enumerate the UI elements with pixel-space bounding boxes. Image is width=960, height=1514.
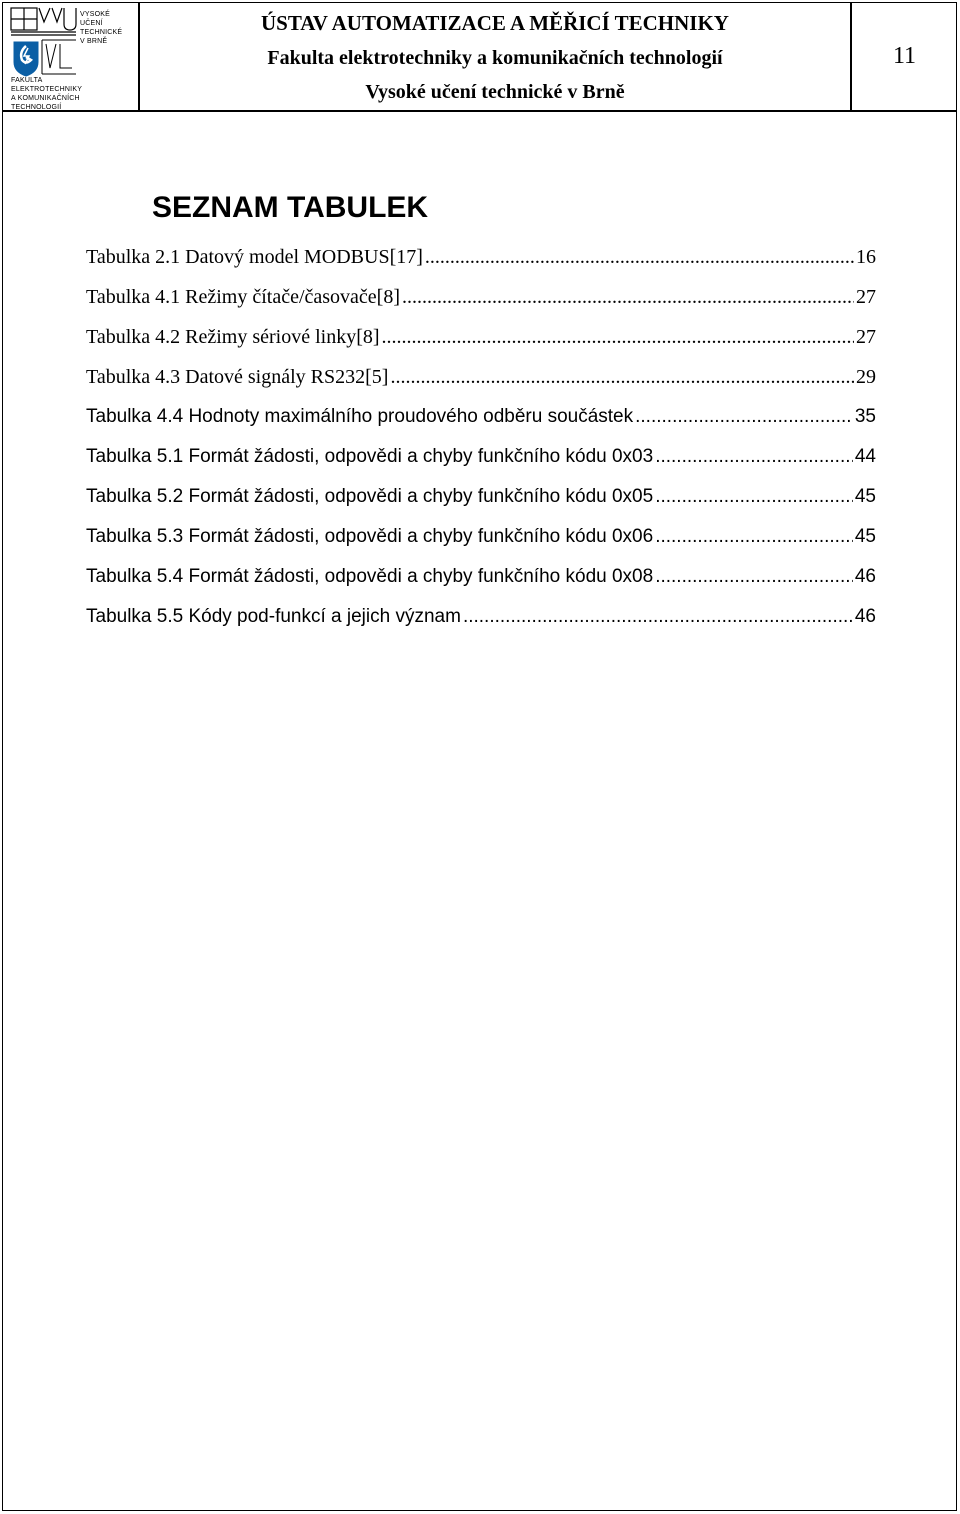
page-frame bbox=[2, 2, 957, 1511]
toc-entry[interactable] bbox=[86, 606, 876, 646]
toc-entry-label: Tabulka 2.1 Datový model MODBUS[17] bbox=[86, 246, 423, 268]
toc-leader-dots bbox=[655, 566, 853, 588]
faculty-logo bbox=[2, 2, 140, 110]
page-number: 11 bbox=[850, 2, 957, 110]
toc-entry-page: 16 bbox=[856, 246, 876, 268]
faculty-name: Fakulta elektrotechniky a komunikačních technologií bbox=[267, 47, 723, 69]
toc-entry-page: 44 bbox=[854, 446, 876, 467]
toc-entry-page: 46 bbox=[854, 566, 876, 587]
toc-entry[interactable] bbox=[86, 446, 876, 486]
toc-entry-label: Tabulka 4.3 Datové signály RS232[5] bbox=[86, 366, 389, 388]
toc-entry-label: Tabulka 5.1 Formát žádosti, odpovědi a chyby funkčního kódu 0x03 bbox=[86, 446, 654, 467]
toc-entry[interactable] bbox=[86, 286, 876, 326]
toc-entry-label: Tabulka 5.3 Formát žádosti, odpovědi a chyby funkčního kódu 0x06 bbox=[86, 526, 654, 547]
university-name: Vysoké učení technické v Brně bbox=[365, 81, 625, 103]
page-title: SEZNAM TABULEK bbox=[152, 191, 429, 224]
logo-text-top-2: UČENÍ bbox=[80, 20, 103, 27]
toc-entry[interactable] bbox=[86, 246, 876, 286]
logo-text-top-1: VYSOKÉ bbox=[80, 11, 110, 18]
toc-entry-label: Tabulka 4.4 Hodnoty maximálního proudového odběru součástek bbox=[86, 406, 634, 427]
toc-entry-page: 46 bbox=[854, 606, 876, 627]
toc-entry-page: 35 bbox=[854, 406, 876, 427]
toc-leader-dots bbox=[382, 326, 854, 349]
toc-leader-dots bbox=[655, 446, 853, 468]
toc-leader-dots bbox=[655, 486, 853, 508]
header-titles bbox=[140, 2, 850, 110]
toc-entry-label: Tabulka 4.1 Režimy čítače/časovače[8] bbox=[86, 286, 401, 308]
toc-entry[interactable] bbox=[86, 486, 876, 526]
toc-entry[interactable] bbox=[86, 366, 876, 406]
toc-entry-page: 27 bbox=[856, 286, 876, 308]
toc-entry[interactable] bbox=[86, 526, 876, 566]
toc-entry-page: 27 bbox=[856, 326, 876, 348]
table-of-tables bbox=[86, 246, 876, 646]
toc-entry-page: 45 bbox=[854, 526, 876, 547]
toc-leader-dots bbox=[390, 366, 854, 389]
toc-entry-label: Tabulka 5.4 Formát žádosti, odpovědi a chyby funkčního kódu 0x08 bbox=[86, 566, 654, 587]
toc-leader-dots bbox=[635, 406, 853, 428]
toc-entry[interactable] bbox=[86, 326, 876, 366]
toc-entry-page: 29 bbox=[856, 366, 876, 388]
logo-text-bottom-1: FAKULTA bbox=[11, 77, 43, 84]
toc-entry-label: Tabulka 5.5 Kódy pod-funkcí a jejich význam bbox=[86, 606, 461, 627]
toc-leader-dots bbox=[463, 606, 853, 628]
toc-leader-dots bbox=[402, 286, 854, 309]
toc-entry[interactable] bbox=[86, 566, 876, 606]
logo-text-top-4: V BRNĚ bbox=[80, 38, 108, 45]
institute-name: ÚSTAV AUTOMATIZACE A MĚŘICÍ TECHNIKY bbox=[261, 11, 729, 35]
toc-entry-label: Tabulka 5.2 Formát žádosti, odpovědi a chyby funkčního kódu 0x05 bbox=[86, 486, 654, 507]
toc-entry[interactable] bbox=[86, 406, 876, 446]
logo-text-bottom-4: TECHNOLOGIÍ bbox=[11, 104, 62, 111]
toc-entry-label: Tabulka 4.2 Režimy sériové linky[8] bbox=[86, 326, 380, 348]
logo-text-top-3: TECHNICKÉ bbox=[80, 29, 123, 36]
toc-entry-page: 45 bbox=[854, 486, 876, 507]
toc-leader-dots bbox=[655, 526, 853, 548]
logo-text-bottom-2: ELEKTROTECHNIKY bbox=[11, 86, 83, 93]
toc-leader-dots bbox=[425, 246, 854, 269]
page-header bbox=[2, 2, 957, 112]
logo-text-bottom-3: A KOMUNIKAČNÍCH bbox=[11, 95, 80, 102]
